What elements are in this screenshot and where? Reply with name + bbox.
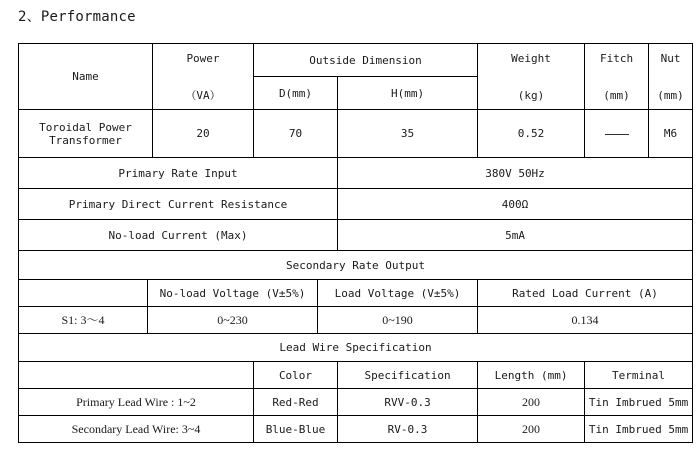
noload-current-value: 5mA	[338, 220, 693, 251]
secondary-row-label: S1: 3～4	[19, 307, 148, 334]
product-name-cell	[19, 110, 153, 158]
pitch-header-cell	[585, 44, 649, 110]
pitch-header: Fitch	[599, 51, 634, 65]
lead-wire-color: Red-Red	[254, 389, 338, 416]
lead-wire-header-row	[19, 362, 693, 389]
lead-wire-spec-header: Specification	[338, 362, 478, 389]
secondary-value-row	[19, 307, 693, 334]
lead-wire-length-header: Length (mm)	[478, 362, 585, 389]
noload-voltage-value: 0~230	[148, 307, 318, 334]
noload-current-row	[19, 220, 693, 251]
nut-header: Nut	[660, 51, 681, 65]
product-power: 20	[153, 110, 254, 158]
nut-unit: (mm)	[657, 88, 684, 102]
lead-wire-terminal: Tin Imbrued 5mm	[585, 389, 693, 416]
nut-header-cell	[649, 44, 693, 110]
table-row	[19, 416, 693, 443]
secondary-title-row	[19, 251, 693, 280]
secondary-header-blank	[19, 280, 148, 307]
lead-wire-length: 200	[478, 416, 585, 443]
rated-current-value: 0.134	[478, 307, 693, 334]
primary-rate-input-row	[19, 158, 693, 189]
lead-wire-terminal-header: Terminal	[585, 362, 693, 389]
primary-rate-input-value: 380V 50Hz	[338, 158, 693, 189]
pitch-dash	[605, 134, 629, 135]
lead-wire-terminal: Tin Imbrued 5mm	[585, 416, 693, 443]
header-row-top	[19, 44, 693, 77]
lead-wire-title: Lead Wire Specification	[19, 334, 693, 362]
secondary-header-row	[19, 280, 693, 307]
lead-wire-label: Secondary Lead Wire: 3~4	[19, 416, 254, 443]
power-header: Power	[186, 51, 220, 65]
name-header: Name	[19, 44, 153, 110]
load-voltage-header: Load Voltage (V±5%)	[318, 280, 478, 307]
power-unit: （VA）	[185, 88, 221, 102]
lead-wire-title-row	[19, 334, 693, 362]
product-row	[19, 110, 693, 158]
lead-wire-spec: RV-0.3	[338, 416, 478, 443]
weight-header-cell	[478, 44, 585, 110]
noload-current-label: No-load Current (Max)	[19, 220, 338, 251]
d-header: D(mm)	[254, 77, 338, 110]
product-name-line2: Transformer	[49, 133, 122, 147]
primary-dc-resistance-row	[19, 189, 693, 220]
lead-wire-header-blank	[19, 362, 254, 389]
noload-voltage-header: No-load Voltage (V±5%)	[148, 280, 318, 307]
product-weight: 0.52	[478, 110, 585, 158]
load-voltage-value: 0~190	[318, 307, 478, 334]
primary-rate-input-label: Primary Rate Input	[19, 158, 338, 189]
pitch-unit: (mm)	[603, 88, 630, 102]
product-h: 35	[338, 110, 478, 158]
table-row	[19, 389, 693, 416]
power-header-cell	[153, 44, 254, 110]
lead-wire-label: Primary Lead Wire : 1~2	[19, 389, 254, 416]
lead-wire-color: Blue-Blue	[254, 416, 338, 443]
rated-current-header: Rated Load Current (A)	[478, 280, 693, 307]
weight-header: Weight	[511, 51, 551, 65]
primary-dc-resistance-value: 400Ω	[338, 189, 693, 220]
secondary-title: Secondary Rate Output	[19, 251, 693, 280]
product-name-line1: Toroidal Power	[39, 120, 132, 134]
product-pitch	[585, 110, 649, 158]
lead-wire-spec: RVV-0.3	[338, 389, 478, 416]
primary-dc-resistance-label: Primary Direct Current Resistance	[19, 189, 338, 220]
performance-table	[18, 43, 693, 443]
outside-dimension-header: Outside Dimension	[254, 44, 478, 77]
product-nut: M6	[649, 110, 693, 158]
lead-wire-color-header: Color	[254, 362, 338, 389]
weight-unit: (kg)	[517, 88, 545, 102]
h-header: H(mm)	[338, 77, 478, 110]
product-d: 70	[254, 110, 338, 158]
lead-wire-length: 200	[478, 389, 585, 416]
section-heading: 2、Performance	[18, 9, 136, 25]
